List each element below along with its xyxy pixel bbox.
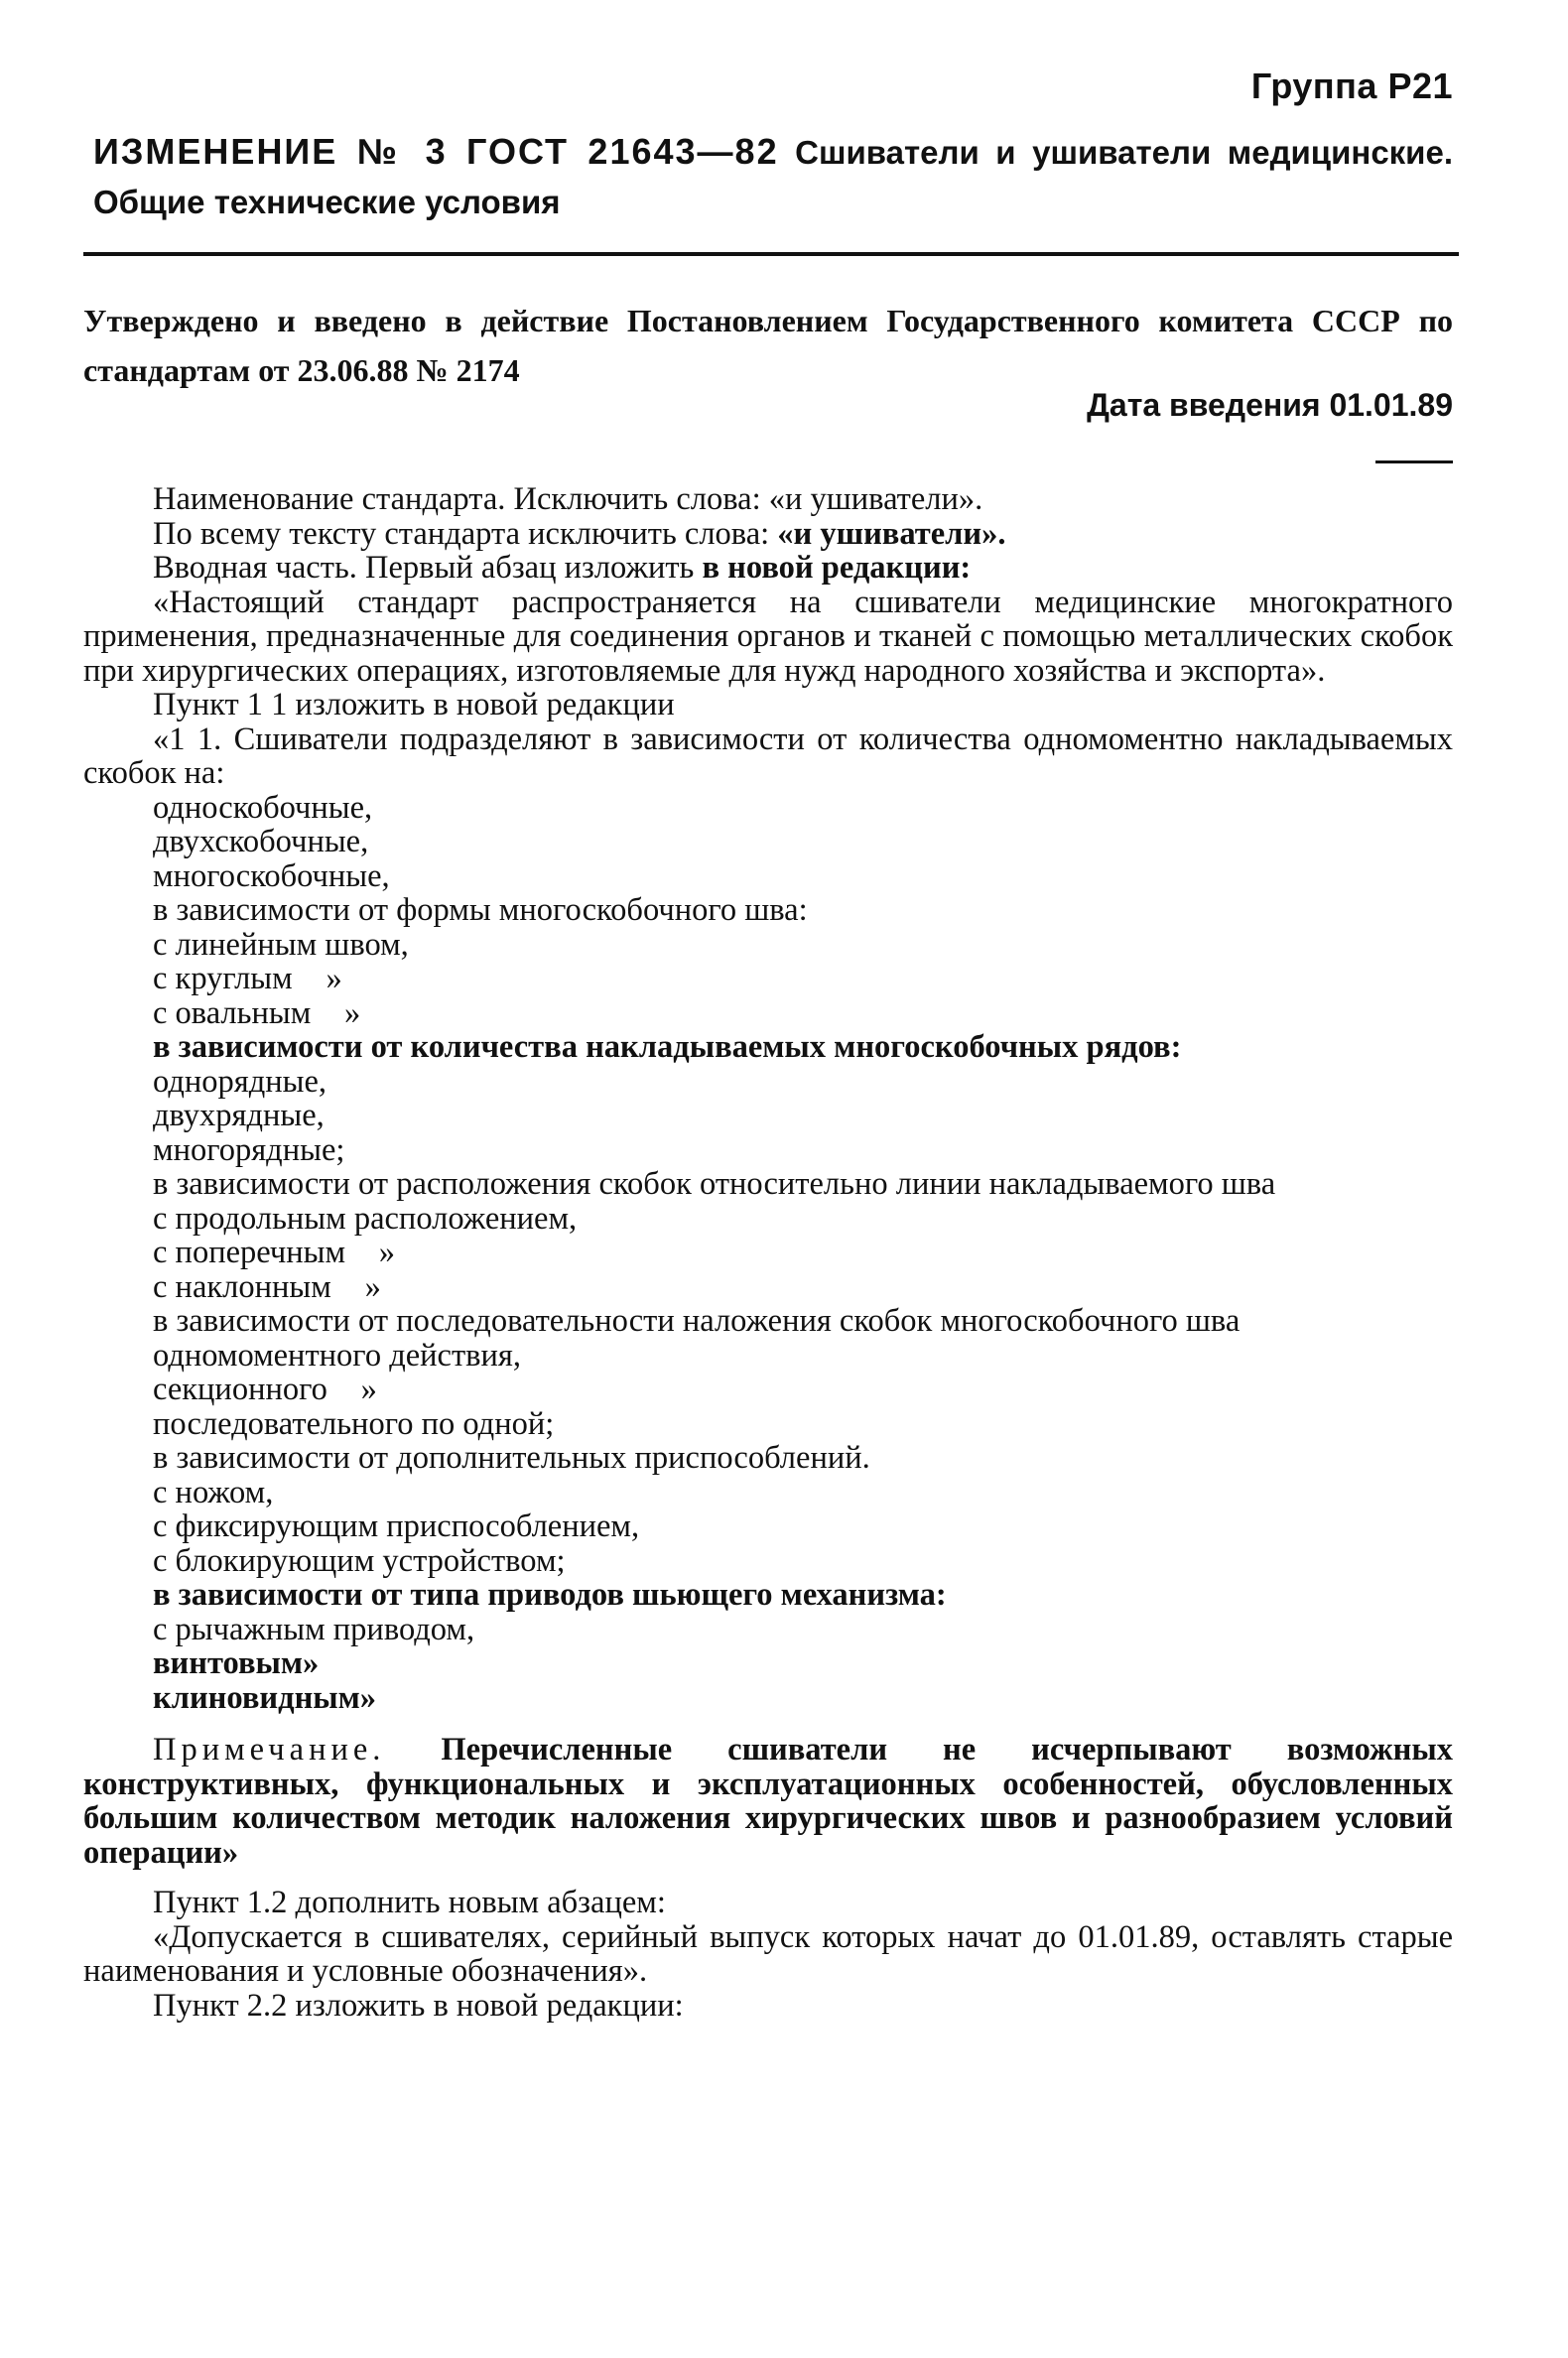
list-item: с ножом, — [153, 1474, 274, 1510]
text-span: «и ушиватели». — [777, 515, 1006, 552]
text-span: Вводная часть. Первый абзац изложить — [153, 550, 703, 586]
paragraph: Пункт 1 1 изложить в новой редакции — [153, 687, 675, 722]
list-heading: в зависимости от дополнительных приспособлений. — [153, 1440, 870, 1476]
text-span: с наклонным — [153, 1268, 331, 1305]
introduction-date: Дата введения 01.01.89 — [1087, 387, 1453, 423]
text-span: с овальным — [153, 994, 312, 1031]
list-item: винтовым» — [153, 1645, 320, 1681]
list-item: с продольным расположением, — [153, 1200, 578, 1237]
paragraph: Пункт 1.2 дополнить новым абзацем: — [153, 1885, 666, 1920]
list-item: односкобочные, — [153, 789, 373, 826]
text-span: с поперечным — [153, 1235, 346, 1270]
ditto-mark: » — [326, 961, 342, 996]
list-heading: в зависимости от последовательности наложения скобок многоскобочного шва — [153, 1303, 1241, 1339]
list-item: с фиксирующим приспособлением, — [153, 1508, 640, 1544]
paragraph: «Настоящий стандарт распространяется на сшиватели медицинские многократного применения, предназначенные для соединения органов и тканей с помощью металлических скобок при хирургических операциях, изготовляемые для нужд народного хозяйства и экспорта». — [83, 584, 1453, 689]
list-item: многоскобочные, — [153, 857, 390, 894]
list-item — [83, 1373, 1453, 1407]
ditto-mark: » — [360, 1372, 377, 1407]
text-span: секционного — [153, 1372, 327, 1407]
document-title — [93, 127, 1453, 227]
paragraph — [83, 517, 1453, 552]
list-heading: в зависимости от количества накладываемых многоскобочных рядов: — [153, 1029, 1182, 1065]
spacer — [83, 1715, 1453, 1733]
document-body — [83, 482, 1453, 2023]
note-label: Примечание. — [153, 1732, 386, 1768]
list-item: одномоментного действия, — [153, 1337, 521, 1374]
note-paragraph — [83, 1733, 1453, 1870]
paragraph — [83, 551, 1453, 586]
paragraph: Наименование стандарта. Исключить слова: «и ушиватели». — [153, 481, 983, 517]
date-underline — [1375, 460, 1453, 463]
list-item: с блокирующим устройством; — [153, 1542, 566, 1579]
text-span: По всему тексту стандарта исключить слова: — [153, 515, 778, 552]
note-text: Перечисленные сшиватели не исчерпывают возможных конструктивных, функциональных и эксплуатационных особенностей, обусловленных большим количеством методик наложения хирургических швов и разнообразием условий операции» — [83, 1732, 1453, 1871]
list-item: с линейным швом, — [153, 926, 409, 963]
ditto-mark: » — [344, 994, 361, 1031]
list-item — [83, 1236, 1453, 1270]
list-item: однорядные, — [153, 1063, 327, 1100]
ditto-mark: » — [364, 1268, 381, 1305]
ditto-mark: » — [378, 1235, 396, 1270]
list-heading: в зависимости от формы многоскобочного шва: — [153, 892, 808, 928]
list-item — [83, 996, 1453, 1031]
list-item — [83, 1270, 1453, 1305]
group-label: Группа Р21 — [1250, 66, 1453, 106]
list-item: многорядные; — [153, 1131, 345, 1168]
list-heading: в зависимости от расположения скобок относительно линии накладываемого шва — [153, 1166, 1276, 1202]
title-rest: Сшиватели и ушиватели медицинские. Общие технические условия — [93, 134, 1453, 220]
text-span: в новой редакции: — [702, 550, 972, 586]
list-item: двухрядные, — [153, 1098, 325, 1133]
list-item: последовательного по одной; — [153, 1405, 555, 1442]
list-heading: в зависимости от типа приводов шьющего механизма: — [153, 1577, 947, 1613]
title-divider — [83, 252, 1459, 256]
paragraph: Пункт 2.2 изложить в новой редакции: — [153, 1987, 684, 2024]
list-item: двухскобочные, — [153, 824, 369, 859]
spacer — [83, 1870, 1453, 1886]
list-item — [83, 962, 1453, 996]
text-span: с круглым — [153, 961, 293, 996]
approval-text: Утверждено и введено в действие Постановлением Государственного комитета СССР по стандартам от 23.06.88 № 2174 — [83, 303, 1453, 388]
paragraph: «Допускается в сшивателях, серийный выпуск которых начат до 01.01.89, оставлять старые наименования и условные обозначения». — [83, 1918, 1453, 1989]
title-lead: ИЗМЕНЕНИЕ № 3 ГОСТ 21643—82 — [93, 131, 779, 172]
list-item: клиновидным» — [153, 1679, 377, 1716]
list-item: с рычажным приводом, — [153, 1611, 475, 1647]
paragraph: «1 1. Сшиватели подразделяют в зависимости от количества одномоментно накладываемых скобок на: — [83, 720, 1453, 791]
